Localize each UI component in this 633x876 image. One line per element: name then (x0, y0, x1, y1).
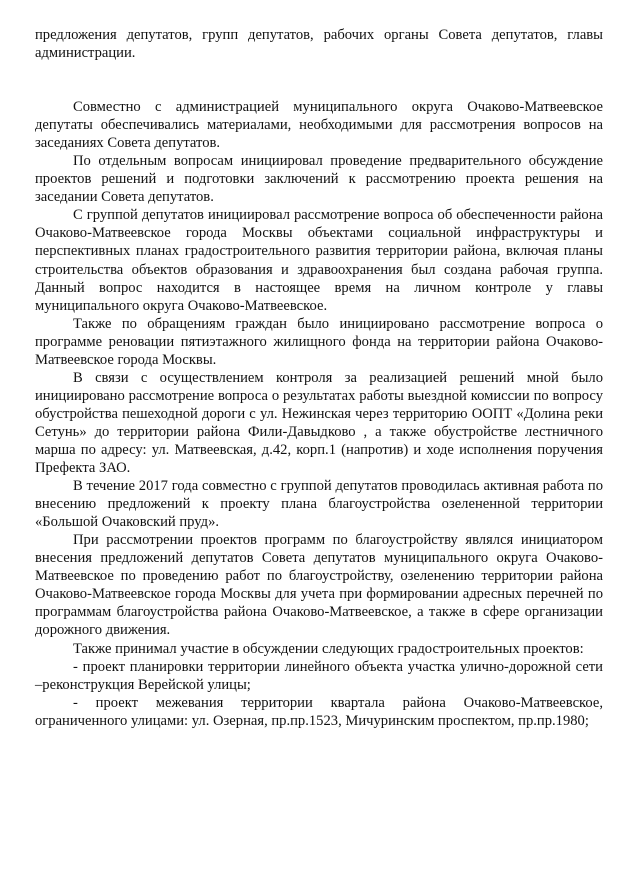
paragraph-commission: В связи с осуществлением контроля за реализацией решений мной было инициировано рассмотрение вопроса о результатах работы выездной комиссии по вопросу обустройства пешеходной дороги с ул. Нежинская через территорию ООПТ «Долина реки Сетунь» до территории района Фили-Давыдково , а также обустройстве лестничного марша по адресу: ул. Матвеевская, д.42, корп.1 (напротив) и ходе исполнения поручения Префекта ЗАО. (35, 369, 603, 477)
paragraph-landscaping: При рассмотрении проектов программ по благоустройству являлся инициатором внесения предложений депутатов Совета депутатов муниципального округа Очаково-Матвеевское по проведению работ по благоустройству, озеленению территории района Очаково-Матвеевское города Москвы для учета при формировании адресных перечней по программам благоустройства района Очаково-Матвеевское, а также в сфере организации дорожного движения. (35, 532, 603, 639)
paragraph-renovation: Также по обращениям граждан было инициировано рассмотрение вопроса о программе реновации пятиэтажного жилищного фонда на территории района Очаково-Матвеевское города Москвы. (35, 315, 603, 368)
paragraph-gap (35, 62, 603, 98)
paragraph-preliminary-discussion: По отдельным вопросам инициировал проведение предварительного обсуждение проектов решений и подготовки заключений к рассмотрению проекта решения на заседании Совета депутатов. (35, 153, 603, 206)
paragraph-pond-project: В течение 2017 года совместно с группой депутатов проводилась активная работа по внесению предложений к проекту плана благоустройства озелененной территории «Большой Очаковский пруд». (35, 478, 603, 531)
list-item-surveying: - проект межевания территории квартала района Очаково-Матвеевское, ограниченного улицами: ул. Озерная, пр.пр.1523, Мичуринским проспектом, пр.пр.1980; (35, 694, 603, 729)
paragraph-infrastructure: С группой депутатов инициировал рассмотрение вопроса об обеспеченности района Очаково-Матвеевское города Москвы объектами социальной инфраструктуры и перспективных планах градостроительного развития территории района, включая планы строительства объектов образования и здравоохранения был создана рабочая группа. Данный вопрос находится в настоящее время на личном контроле у главы муниципального округа Очаково-Матвеевское. (35, 207, 603, 314)
document-page (35, 26, 603, 730)
paragraph-urban-projects-intro: Также принимал участие в обсуждении следующих градостроительных проектов: (73, 640, 584, 657)
paragraph-materials: Совместно с администрацией муниципального округа Очаково-Матвеевское депутаты обеспечивались материалами, необходимыми для рассмотрения вопросов на заседаниях Совета депутатов. (35, 99, 603, 152)
paragraph-continuation: предложения депутатов, групп депутатов, рабочих органы Совета депутатов, главы администрации. (35, 27, 603, 62)
list-item-vereyskaya: - проект планировки территории линейного объекта участка улично-дорожной сети –реконструкция Верейской улицы; (35, 658, 603, 693)
